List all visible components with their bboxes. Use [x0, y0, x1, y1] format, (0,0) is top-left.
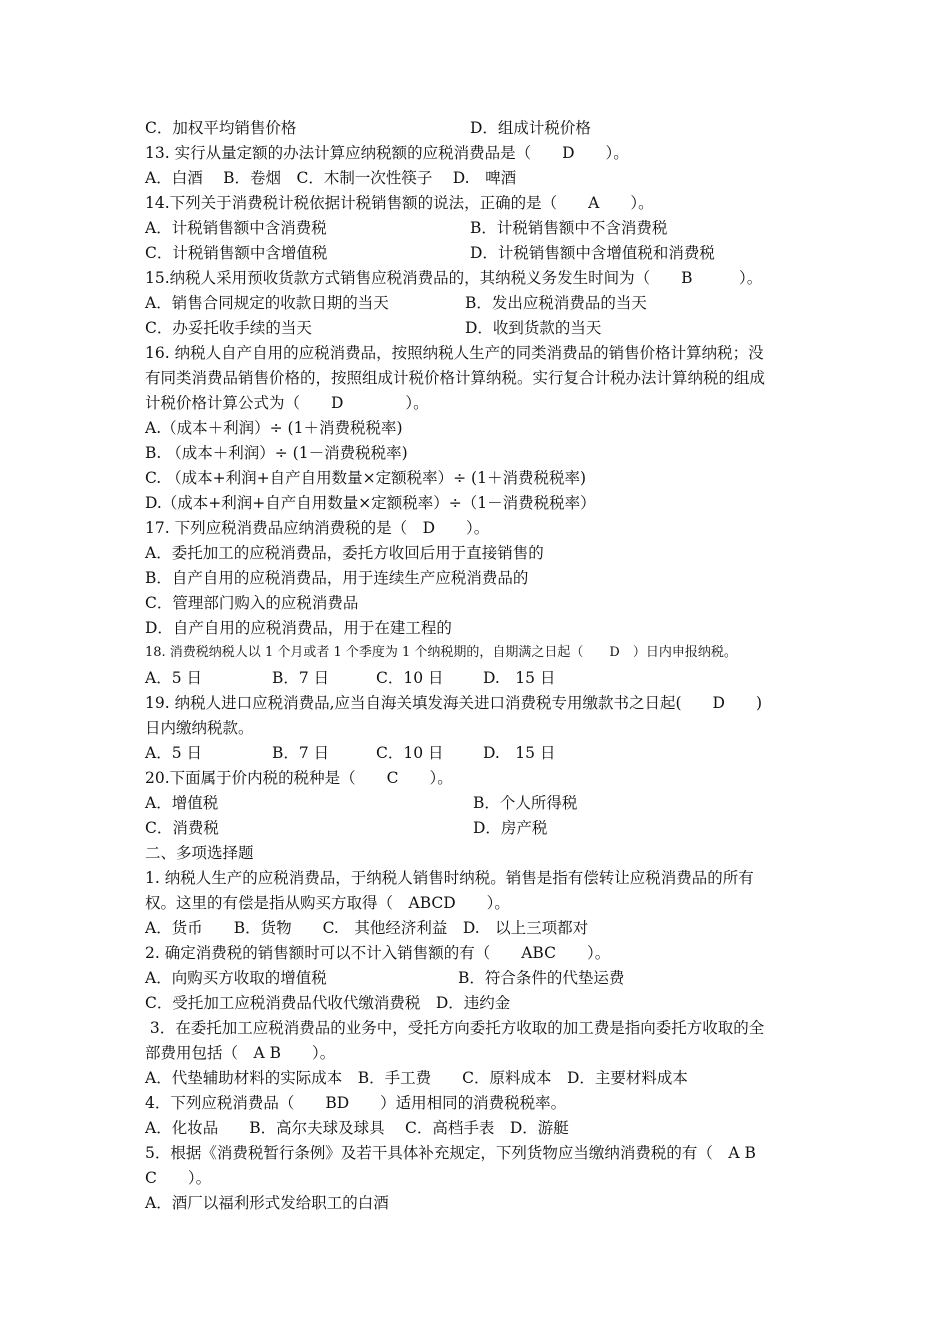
text-line: C ）。: [145, 1169, 212, 1187]
text-line: C．管理部门购入的应税消费品: [145, 594, 359, 612]
text-line: C．加权平均销售价格: [145, 119, 297, 137]
text-line: D．自产自用的应税消费品，用于在建工程的: [145, 619, 452, 637]
text-line: D．收到货款的当天: [465, 319, 602, 337]
text-line: A．增值税: [145, 794, 219, 812]
text-line: D．计税销售额中含增值税和消费税: [470, 244, 715, 262]
text-line: D．组成计税价格: [470, 119, 591, 137]
text-line: 19. 纳税人进口应税消费品,应当自海关填发海关进口消费税专用缴款书之日起( D ): [145, 694, 763, 712]
text-line: 15.纳税人采用预收货款方式销售应税消费品的，其纳税义务发生时间为（ B ）。: [145, 269, 763, 287]
text-line: B．发出应税消费品的当天: [465, 294, 647, 312]
text-line: B. （成本＋利润）÷ (1－消费税税率): [145, 444, 408, 462]
text-line: C．计税销售额中含增值税: [145, 244, 328, 262]
text-line: 18. 消费税纳税人以 1 个月或者 1 个季度为 1 个纳税期的，自期满之日起（ D ）日内申报纳税。: [145, 645, 737, 660]
text-line: C．10 日: [376, 669, 444, 687]
text-line: A．委托加工的应税消费品，委托方收回后用于直接销售的: [145, 544, 544, 562]
text-line: A.（成本＋利润）÷ (1＋消费税税率): [145, 419, 403, 437]
text-line: 计税价格计算公式为（ D ）。: [145, 394, 429, 412]
text-line: D．房产税: [473, 819, 548, 837]
text-line: C．10 日: [376, 744, 444, 762]
text-line: B．符合条件的代垫运费: [458, 969, 625, 987]
text-line: 二、多项选择题: [145, 844, 254, 862]
text-line: 2. 确定消费税的销售额时可以不计入销售额的有（ ABC ）。: [145, 944, 611, 962]
text-line: 有同类消费品销售价格的，按照组成计税价格计算纳税。实行复合计税办法计算纳税的组成: [145, 369, 766, 387]
text-line: A．白酒 B．卷烟 C．木制一次性筷子 D. 啤酒: [145, 169, 517, 187]
text-line: A．5 日: [145, 669, 202, 687]
text-line: A．向购买方收取的增值税: [145, 969, 327, 987]
text-line: D.（成本+利润+自产自用数量×定额税率）÷（1－消费税税率）: [145, 494, 596, 512]
text-line: 部费用包括（ A B ）。: [145, 1044, 336, 1062]
text-line: B．个人所得税: [473, 794, 578, 812]
text-line: A．计税销售额中含消费税: [145, 219, 327, 237]
text-line: 权。这里的有偿是指从购买方取得（ ABCD ）。: [145, 894, 510, 912]
text-line: A．5 日: [145, 744, 202, 762]
text-line: A．货币 B．货物 C. 其他经济利益 D. 以上三项都对: [145, 919, 589, 937]
text-line: 4．下列应税消费品（ BD ）适用相同的消费税税率。: [145, 1094, 567, 1112]
text-line: B．计税销售额中不含消费税: [470, 219, 668, 237]
text-line: A．酒厂以福利形式发给职工的白酒: [145, 1194, 389, 1212]
text-line: 1. 纳税人生产的应税消费品，于纳税人销售时纳税。销售是指有偿转让应税消费品的所有: [145, 869, 754, 887]
text-line: D. 15 日: [483, 744, 556, 762]
text-line: C．消费税: [145, 819, 219, 837]
text-line: B．7 日: [272, 669, 330, 687]
text-line: A．化妆品 B．高尔夫球及球具 C．高档手表 D．游艇: [145, 1119, 569, 1137]
text-line: 17. 下列应税消费品应纳消费税的是（ D ）。: [145, 519, 490, 537]
text-line: D. 15 日: [483, 669, 556, 687]
text-line: B．7 日: [272, 744, 330, 762]
text-line: 日内缴纳税款。: [145, 719, 254, 737]
text-line: C．办妥托收手续的当天: [145, 319, 312, 337]
text-line: A．代垫辅助材料的实际成本 B．手工费 C．原料成本 D．主要材料成本: [145, 1069, 688, 1087]
text-line: 20.下面属于价内税的税种是（ C ）。: [145, 769, 453, 787]
text-line: 16. 纳税人自产自用的应税消费品，按照纳税人生产的同类消费品的销售价格计算纳税；没: [145, 344, 764, 362]
text-line: 14.下列关于消费税计税依据计税销售额的说法，正确的是（ A ）。: [145, 194, 654, 212]
text-line: C. （成本+利润+自产自用数量×定额税率）÷ (1＋消费税税率): [145, 469, 586, 487]
text-line: A．销售合同规定的收款日期的当天: [145, 294, 389, 312]
text-line: 5．根据《消费税暂行条例》及若干具体补充规定，下列货物应当缴纳消费税的有（ A B: [145, 1144, 756, 1162]
text-line: 3．在委托加工应税消费品的业务中，受托方向委托方收取的加工费是指向委托方收取的全: [145, 1019, 765, 1037]
text-line: C．受托加工应税消费品代收代缴消费税 D．违约金: [145, 994, 511, 1012]
text-line: B．自产自用的应税消费品，用于连续生产应税消费品的: [145, 569, 529, 587]
text-line: 13. 实行从量定额的办法计算应纳税额的应税消费品是（ D ）。: [145, 144, 629, 162]
